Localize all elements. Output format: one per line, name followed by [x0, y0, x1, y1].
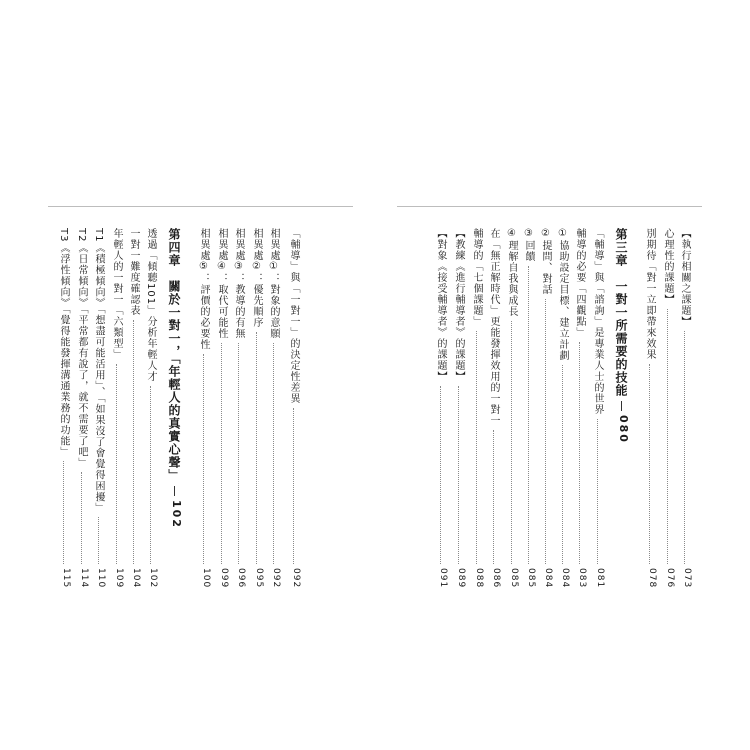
page-number: 109 [114, 567, 124, 588]
entry-title: 心理性的課題】 [662, 228, 673, 305]
toc-entry[interactable] [572, 228, 587, 588]
page-number: 080 [617, 415, 630, 444]
leader-dots [579, 342, 580, 564]
page-number: 115 [61, 567, 71, 588]
leader-dots [256, 332, 257, 564]
toc-entry[interactable] [109, 228, 124, 588]
leader-dots [458, 386, 459, 564]
toc-entry[interactable] [266, 228, 281, 588]
entry-title: 相異處②：優先順序 [251, 228, 262, 328]
toc-entry[interactable] [286, 228, 301, 588]
leader-dots [203, 354, 204, 564]
toc-entry[interactable] [126, 228, 141, 588]
page-number: 102 [170, 500, 183, 529]
entry-title: ④理解自我與成長 [506, 228, 517, 317]
toc-entry[interactable] [196, 228, 211, 588]
leader-dots [597, 419, 598, 564]
leader-dots [667, 309, 668, 564]
entry-title: T3《浮性傾向》「覺得能發揮溝通業務的功能」 [58, 228, 69, 458]
toc-entry[interactable] [486, 228, 501, 588]
page-number: 078 [647, 567, 657, 588]
leader-dots [545, 299, 546, 564]
entry-title: 在「無正解時代」更能發揮效用的一對一 [488, 228, 499, 426]
leader-dots [63, 461, 64, 563]
toc-entry[interactable] [74, 228, 89, 588]
toc-entry[interactable] [660, 228, 675, 588]
page-number: 081 [595, 567, 605, 588]
toc-entry[interactable] [249, 228, 264, 588]
page-number: 114 [79, 567, 89, 588]
entry-title: 輔導的必要「四觀點」 [574, 228, 585, 338]
page-number: 073 [682, 567, 692, 588]
entry-title: 相異處③：教導的有無 [233, 228, 244, 339]
entry-title: 相異處④：取代可能性 [216, 228, 227, 339]
entry-title: T2《日常傾向》「平常都有說了，就不需要了吧」 [76, 228, 87, 469]
toc-entry[interactable] [642, 228, 657, 588]
entry-title: 「輔導」與「一對一」的決定性差異 [288, 228, 299, 404]
leader-dots [440, 386, 441, 564]
entry-title: ①協助設定目標、建立計劃 [557, 228, 568, 361]
toc-entry[interactable] [521, 228, 536, 588]
entry-title: 【教練《進行輔導者》的課題】 [453, 228, 464, 382]
chapter-title: 第三章 一對一所需要的技能 [614, 228, 628, 397]
leader-dots [116, 364, 117, 564]
page-number: 088 [474, 567, 484, 588]
toc-entry[interactable] [231, 228, 246, 588]
entry-title: 別期待「對一立即帶來效果 [644, 228, 655, 360]
toc-entry[interactable] [590, 228, 605, 588]
leader-dots [273, 343, 274, 564]
entry-title: 【執行相關之課題】 [679, 228, 690, 327]
chapter-heading[interactable] [166, 228, 183, 529]
toc-entry[interactable] [469, 228, 484, 588]
leader-dots [562, 365, 563, 564]
entry-title: 透過「傾聽101」分析年輕人才 [145, 228, 156, 383]
page-number: 099 [219, 567, 229, 588]
toc-entry[interactable] [504, 228, 519, 588]
toc-entry[interactable] [91, 228, 106, 588]
right-page [375, 0, 750, 750]
top-rule [48, 206, 353, 207]
page-number: 085 [526, 567, 536, 588]
page-number: 092 [271, 567, 281, 588]
leader-dots [511, 321, 512, 564]
entry-title: ②提問、對話 [540, 228, 551, 295]
page-number: 091 [438, 567, 448, 588]
page-number: 100 [201, 567, 211, 588]
page-number: 110 [96, 567, 106, 588]
page-number: 092 [291, 567, 301, 588]
leader-dots [238, 343, 239, 564]
entry-title: 「輔導」與「諮詢」是專業人士的世界 [592, 228, 603, 415]
top-rule [397, 206, 702, 207]
leader-dots [98, 517, 99, 563]
leader-dots [649, 364, 650, 564]
toc-entry[interactable] [451, 228, 466, 588]
leader-line [174, 486, 175, 496]
leader-dots [493, 430, 494, 564]
toc-entry[interactable] [143, 228, 158, 588]
toc-entry[interactable] [555, 228, 570, 588]
toc-entry[interactable] [677, 228, 692, 588]
leader-dots [133, 320, 134, 564]
toc-entry[interactable] [56, 228, 71, 588]
leader-dots [684, 331, 685, 564]
leader-dots [528, 266, 529, 564]
leader-line [621, 401, 622, 411]
page-number: 083 [577, 567, 587, 588]
leader-dots [150, 386, 151, 564]
entry-title: 相異處⑤：評價的必要性 [198, 228, 209, 350]
entry-title: ③回饋 [523, 228, 534, 262]
entry-title: T1《積極傾向》「想盡可能活用」、「如果沒了會覺得困擾」 [93, 228, 104, 514]
page-number: 102 [148, 567, 158, 588]
page-number: 104 [131, 567, 141, 588]
page-number: 096 [236, 567, 246, 588]
page-number: 089 [456, 567, 466, 588]
leader-dots [476, 331, 477, 564]
page-number: 086 [491, 567, 501, 588]
entry-title: 輔導的「七個課題」 [471, 228, 482, 327]
chapter-heading[interactable] [613, 228, 630, 444]
page-number: 085 [509, 567, 519, 588]
page-number: 084 [543, 567, 553, 588]
page-number: 095 [254, 567, 264, 588]
leader-dots [293, 408, 294, 564]
toc-entry[interactable] [538, 228, 553, 588]
toc-entry[interactable] [433, 228, 448, 588]
entry-title: 相異處①：對象的意願 [268, 228, 279, 339]
entry-title: 一對一難度確認表 [128, 228, 139, 316]
toc-entry[interactable] [214, 228, 229, 588]
entry-title: 年輕人的一對一「六類型」 [111, 228, 122, 360]
page-number: 084 [560, 567, 570, 588]
leader-dots [81, 472, 82, 563]
chapter-title: 第四章 關於一對一，「年輕人的真實心聲」 [167, 228, 181, 482]
page-number: 076 [665, 567, 675, 588]
entry-title: 【對象《接受輔導者》的課題】 [435, 228, 446, 382]
leader-dots [221, 343, 222, 564]
